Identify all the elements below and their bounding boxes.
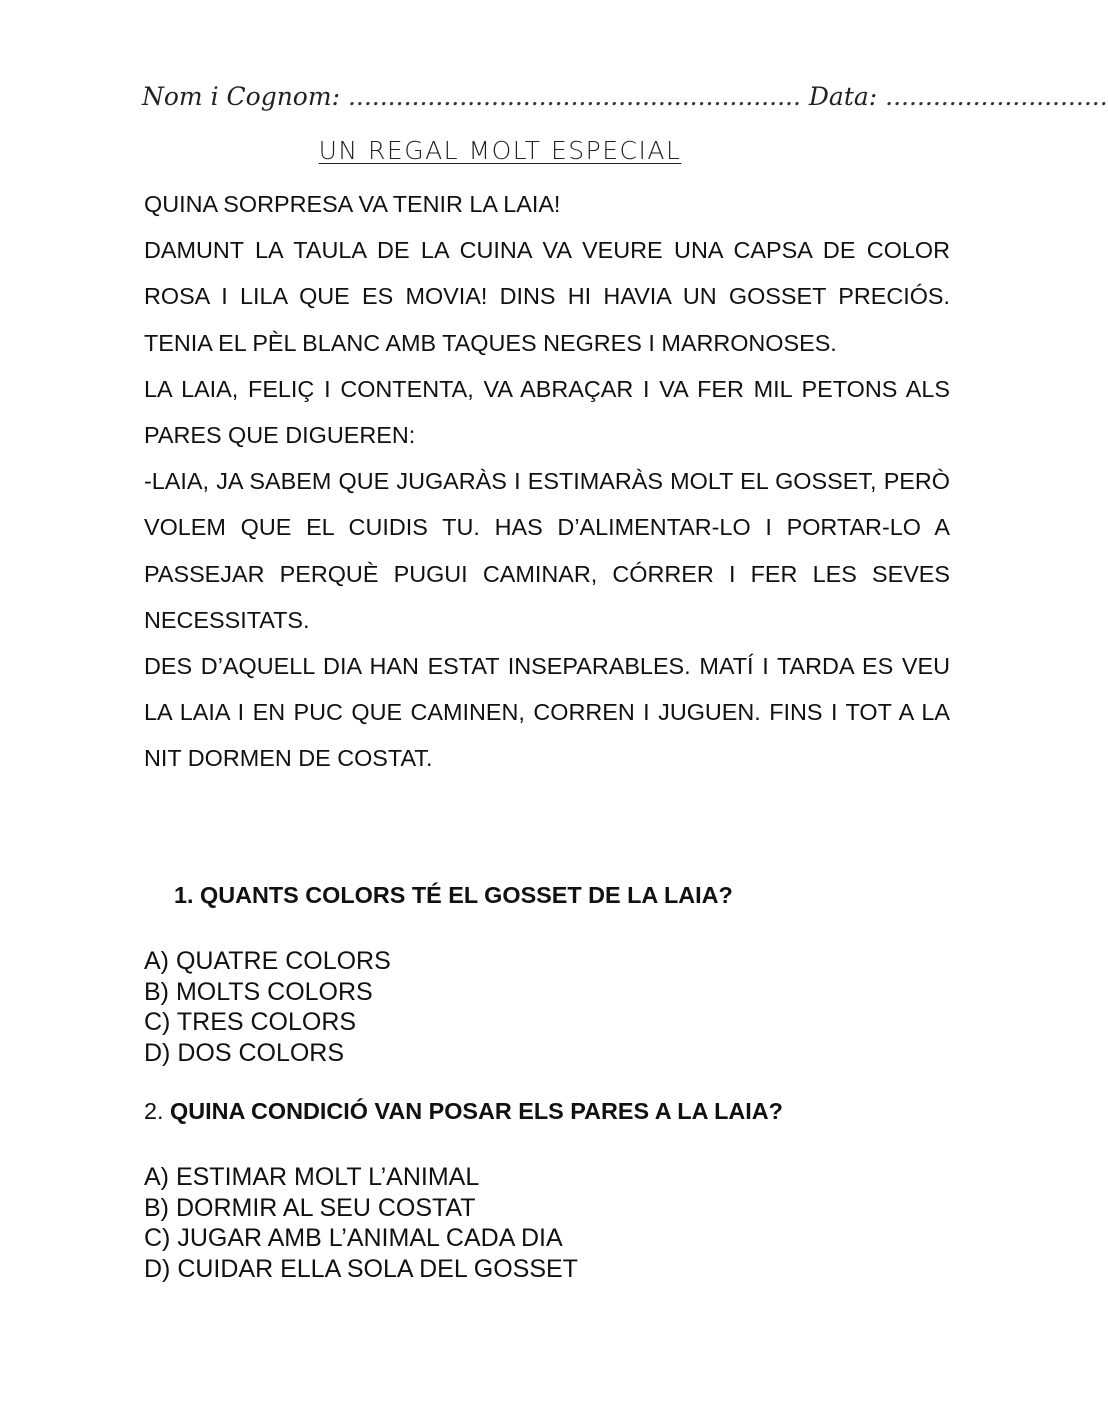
story-paragraph: DAMUNT LA TAULA DE LA CUINA VA VEURE UNA CAPSA DE COLOR ROSA I LILA QUE ES MOVIA! DINS HI HAVIA UN GOSSET PRECIÓS. TENIA EL PÈL BLANC AMB TAQUES NEGRES I MARRONOSES.	[144, 237, 950, 356]
answer-option[interactable]: C) JUGAR AMB L’ANIMAL CADA DIA	[144, 1224, 563, 1252]
question-2-options	[144, 1162, 578, 1284]
answer-option[interactable]: A) QUATRE COLORS	[144, 947, 391, 975]
date-label: Data:	[808, 82, 878, 111]
question-2-number: 2.	[144, 1098, 164, 1124]
question-1: 1. QUANTS COLORS TÉ EL GOSSET DE LA LAIA?	[174, 882, 733, 908]
story-paragraph: LA LAIA, FELIÇ I CONTENTA, VA ABRAÇAR I VA FER MIL PETONS ALS PARES QUE DIGUEREN:	[144, 375, 950, 449]
name-field[interactable]: .........................................................	[347, 82, 801, 111]
name-label: Nom i Cognom:	[142, 82, 340, 111]
question-2	[144, 1098, 783, 1125]
answer-option[interactable]: B) DORMIR AL SEU COSTAT	[144, 1193, 476, 1222]
story-paragraph: -LAIA, JA SABEM QUE JUGARÀS I ESTIMARÀS MOLT EL GOSSET, PERÒ VOLEM QUE EL CUIDIS TU. HAS D’ALIMENTAR-LO I PORTAR-LO A PASSEJAR PERQUÈ PUGUI CAMINAR, CÓRRER I FER LES SEVES NECESSITATS.	[144, 468, 950, 633]
story-text	[144, 181, 950, 782]
title-text: UN REGAL MOLT ESPECIAL	[318, 136, 682, 165]
worksheet-title	[0, 136, 1000, 165]
question-1-options	[144, 946, 391, 1068]
question-2-text: QUINA CONDICIÓ VAN POSAR ELS PARES A LA LAIA?	[170, 1098, 783, 1124]
student-info-header	[142, 82, 1108, 122]
story-paragraph: QUINA SORPRESA VA TENIR LA LAIA!	[144, 191, 561, 217]
answer-option[interactable]: C) TRES COLORS	[144, 1008, 357, 1036]
answer-option[interactable]: D) CUIDAR ELLA SOLA DEL GOSSET	[144, 1254, 578, 1283]
answer-option[interactable]: D) DOS COLORS	[144, 1038, 345, 1067]
answer-option[interactable]: A) ESTIMAR MOLT L’ANIMAL	[144, 1163, 480, 1191]
answer-option[interactable]: B) MOLTS COLORS	[144, 977, 373, 1006]
story-paragraph: DES D’AQUELL DIA HAN ESTAT INSEPARABLES. MATÍ I TARDA ES VEU LA LAIA I EN PUC QUE CAMINEN, CORREN I JUGUEN. FINS I TOT A LA NIT DORMEN DE COSTAT.	[144, 653, 950, 772]
date-field[interactable]: ............................	[885, 82, 1108, 111]
